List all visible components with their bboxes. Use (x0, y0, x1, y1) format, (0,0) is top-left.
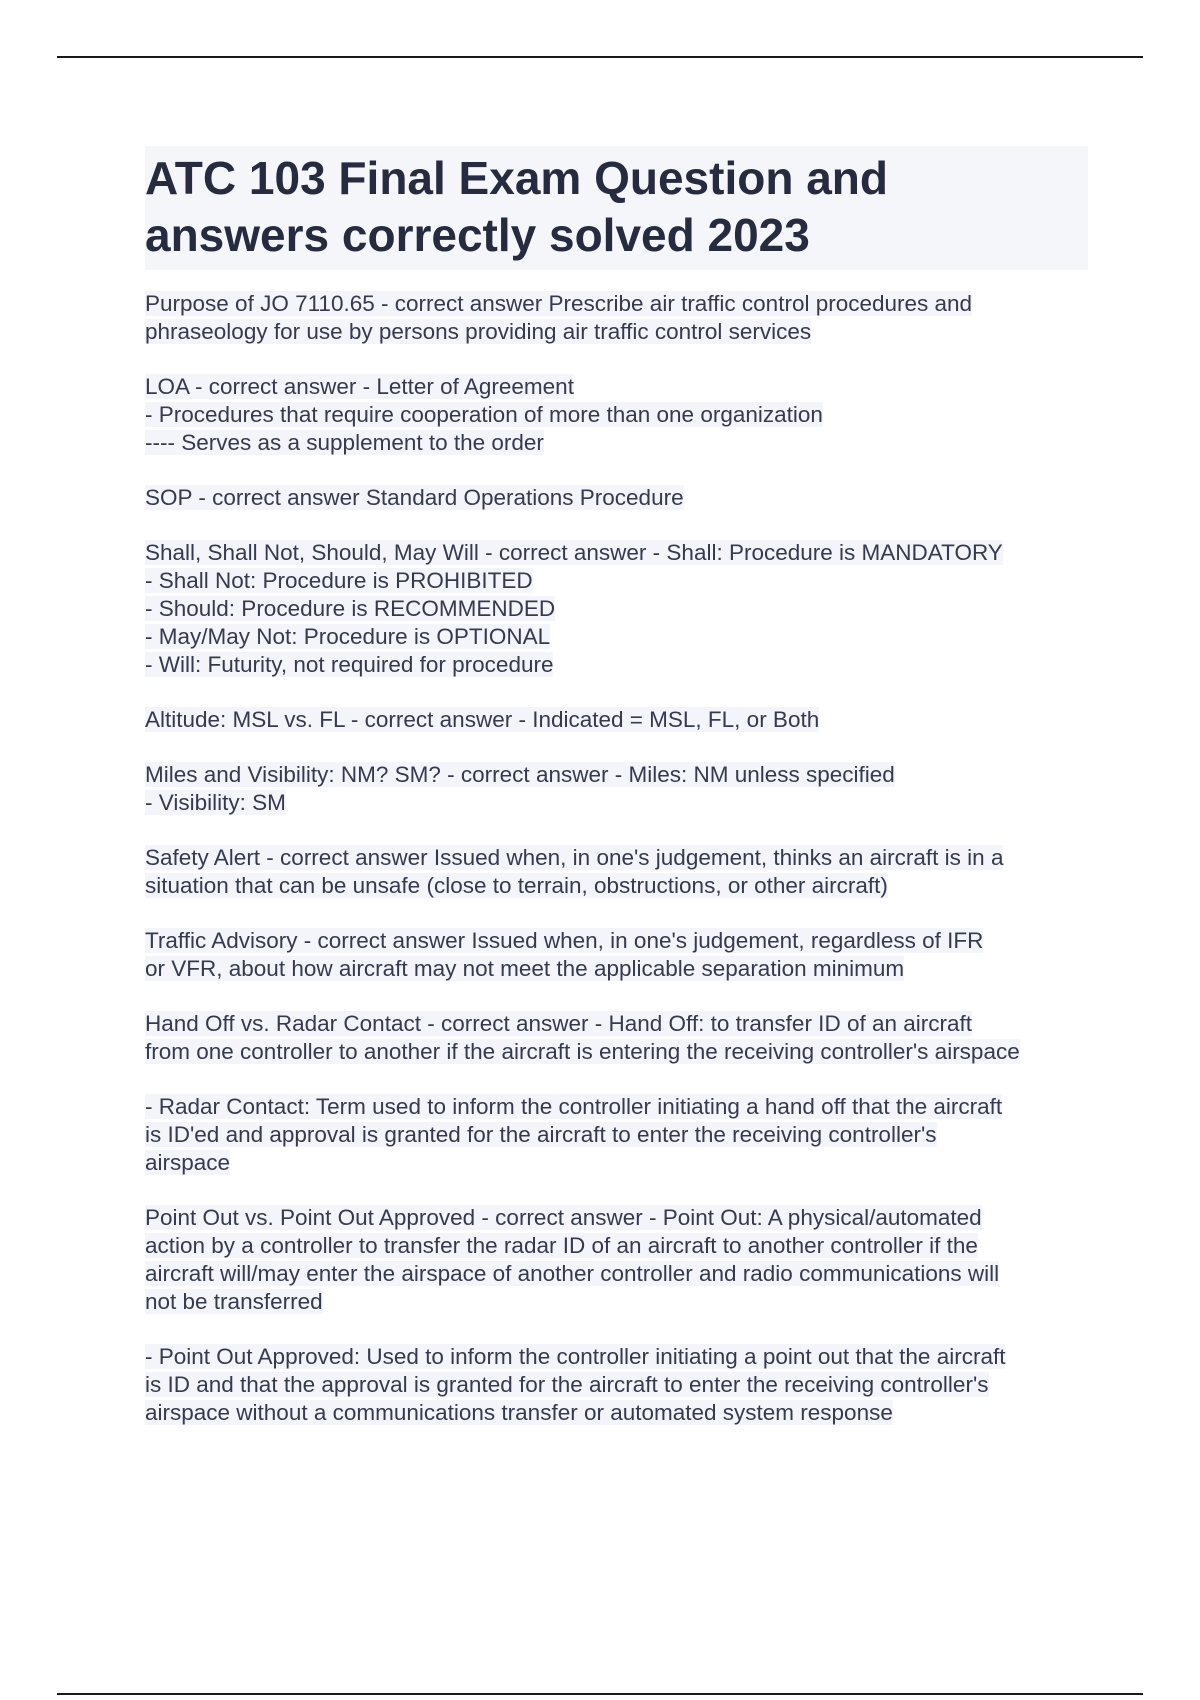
qa-entry (145, 539, 1088, 679)
qa-line (145, 1288, 1088, 1316)
qa-line (145, 1093, 1088, 1121)
qa-line (145, 706, 1088, 734)
qa-line (145, 1038, 1088, 1066)
qa-line-text: - Visibility: SM (145, 790, 286, 815)
qa-line (145, 539, 1088, 567)
qa-line-text: from one controller to another if the aircraft is entering the receiving controller's airspace (145, 1039, 1020, 1064)
qa-line (145, 623, 1088, 651)
title-line: ATC 103 Final Exam Question and (145, 152, 888, 204)
qa-entry (145, 1204, 1088, 1316)
qa-line (145, 373, 1088, 401)
qa-line-text: Shall, Shall Not, Should, May Will - correct answer - Shall: Procedure is MANDATORY (145, 540, 1003, 565)
qa-line-text: SOP - correct answer Standard Operations Procedure (145, 485, 684, 510)
qa-entry (145, 844, 1088, 900)
qa-line (145, 789, 1088, 817)
qa-line (145, 872, 1088, 900)
qa-line (145, 484, 1088, 512)
qa-line (145, 1399, 1088, 1427)
qa-line (145, 955, 1088, 983)
qa-line-text: airspace without a communications transfer or automated system response (145, 1400, 893, 1425)
page-title (145, 146, 1088, 270)
qa-line-text: Altitude: MSL vs. FL - correct answer - Indicated = MSL, FL, or Both (145, 707, 820, 732)
document-body (145, 146, 1088, 1454)
qa-line (145, 595, 1088, 623)
qa-line (145, 1232, 1088, 1260)
qa-entry (145, 1010, 1088, 1066)
qa-entry (145, 373, 1088, 457)
qa-line (145, 651, 1088, 679)
qa-line (145, 1149, 1088, 1177)
qa-line-text: or VFR, about how aircraft may not meet the applicable separation minimum (145, 956, 905, 981)
qa-line (145, 290, 1088, 318)
qa-entry (145, 927, 1088, 983)
qa-line (145, 1010, 1088, 1038)
qa-entry (145, 1343, 1088, 1427)
qa-line-text: airspace (145, 1150, 231, 1175)
qa-line-text: - Radar Contact: Term used to inform the controller initiating a hand off that the aircraft (145, 1094, 1003, 1119)
title-line: answers correctly solved 2023 (145, 209, 810, 261)
qa-line-text: - Should: Procedure is RECOMMENDED (145, 596, 556, 621)
qa-line (145, 318, 1088, 346)
qa-line (145, 761, 1088, 789)
qa-line-text: aircraft will/may enter the airspace of another controller and radio communications will (145, 1261, 1000, 1286)
qa-line-text: - Shall Not: Procedure is PROHIBITED (145, 568, 533, 593)
qa-line (145, 1260, 1088, 1288)
qa-line-text: phraseology for use by persons providing air traffic control services (145, 319, 812, 344)
qa-entry (145, 706, 1088, 734)
qa-line (145, 1121, 1088, 1149)
qa-list (145, 290, 1088, 1427)
qa-line-text: Traffic Advisory - correct answer Issued when, in one's judgement, regardless of IFR (145, 928, 984, 953)
qa-line (145, 927, 1088, 955)
qa-line-text: Safety Alert - correct answer Issued when, in one's judgement, thinks an aircraft is in a (145, 845, 1004, 870)
footer-rule (57, 1693, 1143, 1695)
header-rule (57, 56, 1143, 58)
qa-line-text: - May/May Not: Procedure is OPTIONAL (145, 624, 551, 649)
qa-line-text: is ID and that the approval is granted for the aircraft to enter the receiving controller's (145, 1372, 989, 1397)
qa-line-text: situation that can be unsafe (close to terrain, obstructions, or other aircraft) (145, 873, 888, 898)
qa-line-text: action by a controller to transfer the radar ID of an aircraft to another controller if the (145, 1233, 978, 1258)
qa-line-text: - Procedures that require cooperation of more than one organization (145, 402, 823, 427)
qa-line-text: is ID'ed and approval is granted for the aircraft to enter the receiving controller's (145, 1122, 937, 1147)
qa-line-text: not be transferred (145, 1289, 323, 1314)
qa-entry (145, 484, 1088, 512)
qa-line (145, 1204, 1088, 1232)
qa-line-text: Purpose of JO 7110.65 - correct answer Prescribe air traffic control procedures and (145, 291, 973, 316)
qa-line-text: Miles and Visibility: NM? SM? - correct answer - Miles: NM unless specified (145, 762, 895, 787)
qa-line (145, 401, 1088, 429)
qa-line-text: Point Out vs. Point Out Approved - correct answer - Point Out: A physical/automated (145, 1205, 982, 1230)
qa-line (145, 1371, 1088, 1399)
qa-entry (145, 761, 1088, 817)
qa-line-text: LOA - correct answer - Letter of Agreement (145, 374, 574, 399)
qa-line (145, 567, 1088, 595)
qa-line-text: - Will: Futurity, not required for procedure (145, 652, 554, 677)
qa-line-text: ---- Serves as a supplement to the order (145, 430, 544, 455)
qa-line-text: Hand Off vs. Radar Contact - correct answer - Hand Off: to transfer ID of an aircraft (145, 1011, 972, 1036)
qa-line (145, 1343, 1088, 1371)
qa-line-text: - Point Out Approved: Used to inform the controller initiating a point out that the aircraft (145, 1344, 1006, 1369)
qa-line (145, 429, 1088, 457)
qa-line (145, 844, 1088, 872)
qa-entry (145, 1093, 1088, 1177)
qa-entry (145, 290, 1088, 346)
